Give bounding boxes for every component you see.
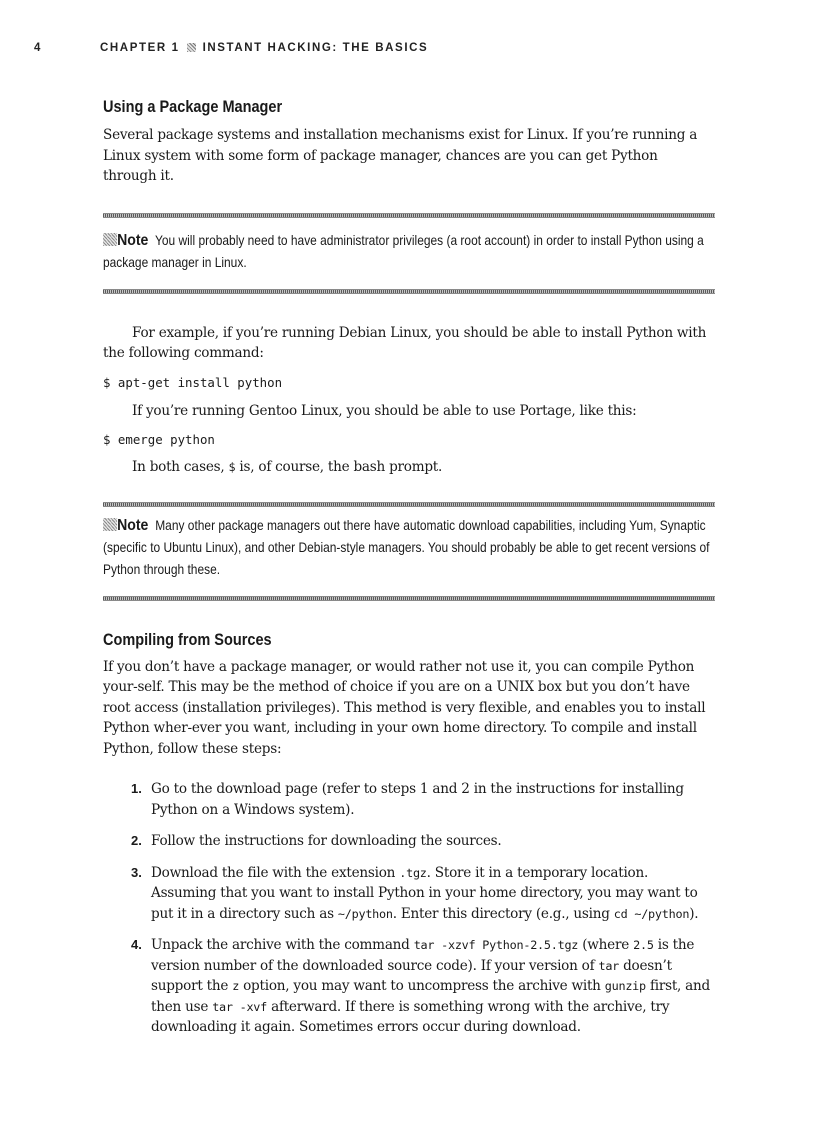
prompt-text-before: In both cases, <box>132 459 229 475</box>
code-command: tar -xvf <box>212 999 268 1014</box>
note-hatch-icon <box>103 233 117 246</box>
step-text: Go to the download page (refer to steps 1 and 2 in the instructions for installing Python on a Windows system). <box>151 781 684 818</box>
section-heading-package-manager: Using a Package Manager <box>103 98 283 116</box>
step-text-part: doesn’t support the <box>151 957 672 994</box>
compile-steps-list <box>103 779 715 1038</box>
code-command: tar -xzvf Python-2.5.tgz <box>413 938 579 952</box>
page-number: 4 <box>34 42 42 54</box>
code-extension: .tgz <box>399 865 427 880</box>
note-hatch-icon <box>103 518 117 531</box>
step-text-part: . Store it in a temporary location. Assuming that you want to install Python in your home directory, you may want to put it in a directory such as <box>151 864 698 922</box>
step-text-part: Download the file with the extension <box>151 864 400 881</box>
step-number: 1. <box>131 781 142 796</box>
list-item <box>103 935 715 1038</box>
note-rule-bottom <box>103 289 715 294</box>
bash-prompt-paragraph <box>103 457 715 478</box>
step-text-part: afterward. If there is something wrong with the archive, try downloading it again. Sometimes errors occur during download. <box>151 998 670 1035</box>
code-directory: ~/python <box>337 906 393 921</box>
section-paragraph-package-manager: Several package systems and installation mechanisms exist for Linux. If you’re running a Linux system with some form of package manager, chances are you can get Python through it. <box>103 127 698 184</box>
note-body: You will probably need to have administrator privileges (a root account) in order to install Python using a package manager in Linux. <box>103 232 704 270</box>
list-item <box>103 863 715 925</box>
step-text-part: (where <box>578 937 634 953</box>
note-rule-top <box>103 213 715 218</box>
note-box-admin <box>103 213 715 294</box>
note-body: Many other package managers out there have automatic download capabilities, including Yum, Synaptic (specific to Ubuntu Linux), and other Debian-style managers. You should probably be able to get recent versions of Python through these. <box>103 517 710 577</box>
note-rule-bottom <box>103 596 715 601</box>
code-option: z <box>232 979 240 993</box>
step-text-part: . Enter this directory (e.g., using <box>392 905 614 922</box>
note-label: Note <box>117 231 149 249</box>
debian-paragraph: For example, if you’re running Debian Linux, you should be able to install Python with the following command: <box>103 324 707 361</box>
note-rule-top <box>103 502 715 507</box>
gentoo-paragraph: If you’re running Gentoo Linux, you should be able to use Portage, like this: <box>132 402 637 419</box>
chapter-heading <box>100 42 428 54</box>
step-text <box>151 863 715 925</box>
code-gunzip: gunzip <box>604 979 646 993</box>
step-text-part: first, and then use <box>151 978 710 1015</box>
step-text-part: Unpack the archive with the command <box>151 937 414 953</box>
list-item <box>103 779 715 820</box>
chapter-title: INSTANT HACKING: THE BASICS <box>202 42 429 54</box>
code-tar: tar <box>598 958 620 973</box>
note-box-package-managers <box>103 502 715 601</box>
note-label: Note <box>117 516 149 534</box>
chapter-label: CHAPTER 1 <box>100 42 180 54</box>
hatched-square-icon <box>187 43 196 52</box>
note-text-admin <box>103 230 715 274</box>
list-item <box>103 831 715 852</box>
section-heading-compiling: Compiling from Sources <box>103 630 272 649</box>
section-paragraph-compiling: If you don’t have a package manager, or would rather not use it, you can compile Python your-self. This may be the method of choice if you are on a UNIX box but you don’t have root access (installation privileges). This method is very flexible, and enables you to install Python wher-ever you want, including in your own home directory. To compile and install Python, follow these steps: <box>103 658 706 757</box>
step-number: 2. <box>131 833 142 848</box>
step-number: 3. <box>131 864 142 880</box>
code-version: 2.5 <box>633 938 654 952</box>
prompt-symbol: $ <box>228 460 236 474</box>
step-text-part: option, you may want to uncompress the archive with <box>239 978 605 994</box>
step-text-part: is the version number of the downloaded source code). If your version of <box>151 937 695 974</box>
step-text: Follow the instructions for downloading the sources. <box>151 833 502 849</box>
step-text <box>151 935 715 1038</box>
step-number: 4. <box>131 937 142 952</box>
prompt-text-after: is, of course, the bash prompt. <box>235 459 443 475</box>
code-command: cd ~/python <box>613 906 690 921</box>
page-content <box>103 98 715 1038</box>
gentoo-command: $ emerge python <box>103 432 215 447</box>
note-text-package-managers <box>103 515 715 581</box>
debian-command: $ apt-get install python <box>103 374 283 390</box>
step-text-part: ). <box>689 905 699 922</box>
